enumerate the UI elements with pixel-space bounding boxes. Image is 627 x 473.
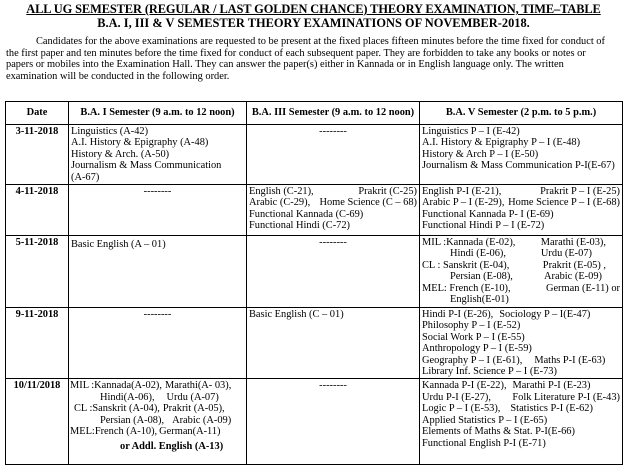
paper: Linguistics (A-42) xyxy=(71,126,149,137)
paper: Social Work P – I (E-55) xyxy=(422,331,525,343)
no-exam-dashes: -------- xyxy=(319,380,347,392)
paper: Functional Hindi (C-72) xyxy=(249,220,351,232)
paper: Arabic (A-09) xyxy=(172,414,232,426)
paper: History & Arch P – I (E-50) xyxy=(422,148,539,160)
sem3-cell xyxy=(247,185,420,236)
table-row xyxy=(6,236,623,308)
paper: Geography P – I (E-61), xyxy=(422,354,523,366)
table-row xyxy=(6,185,623,236)
paper-pair xyxy=(70,403,244,414)
paper: Marathi P-I (E-23) xyxy=(512,380,591,392)
paper: Maths P-I (E-63) xyxy=(534,354,606,366)
paper: CL :Sanskrit (A-04), xyxy=(74,403,160,415)
header-sem3: B.A. III Semester (9 a.m. to 12 noon) xyxy=(247,102,420,125)
paper: English(E-01) xyxy=(450,294,509,306)
date-cell: 3-11-2018 xyxy=(6,125,69,185)
no-exam-dashes: -------- xyxy=(143,186,172,198)
instructions-line-3: papers or mobiles into the Examination Hall. They can answer the paper(s) either in Kannada or in English language only. The written xyxy=(6,59,564,71)
paper-pair xyxy=(422,237,620,248)
paper: Prakrit (C-25) xyxy=(358,186,417,198)
paper: Arabic P – I (E-29), xyxy=(422,197,505,209)
paper: Arabic (E-09) xyxy=(544,271,602,283)
paper: Folk Literature P-I (E-43) xyxy=(512,391,620,403)
paper-pair xyxy=(70,380,244,391)
paper: Basic English (A – 01) xyxy=(71,239,166,251)
paper-pair xyxy=(422,380,620,391)
title-line-1: ALL UG SEMESTER (REGULAR / LAST GOLDEN CHANCE) THEORY EXAMINATION, TIME–TABLE xyxy=(26,2,601,16)
paper: Urdu (E-07) xyxy=(540,248,592,260)
paper: Applied Statistics P – I (E-65) xyxy=(422,414,548,426)
paper: Philosophy P – I (E-52) xyxy=(422,320,521,332)
paper: Prakrit (A-05), xyxy=(162,403,225,415)
table-row xyxy=(6,125,623,185)
sem5-cell xyxy=(420,236,623,308)
paper-pair xyxy=(70,415,244,426)
paper: Basic English (C – 01) xyxy=(249,309,344,321)
paper: Linguistics P – I (E-42) xyxy=(422,126,520,137)
paper-pair xyxy=(422,355,620,366)
header-sem1: B.A. I Semester (9 a.m. to 12 noon) xyxy=(69,102,247,125)
paper-pair xyxy=(422,271,620,282)
instructions-line-2: the first paper and ten minutes before the time fixed for conduct of each subsequent paper. They are forbidden to take any books or notes or xyxy=(6,47,586,59)
paper-pair xyxy=(422,248,620,259)
paper: Marathi (E-03), xyxy=(540,237,606,249)
instructions-paragraph xyxy=(6,36,619,82)
paper: Persian (A-08), xyxy=(100,414,165,426)
paper: Functional Hindi P – I (E-72) xyxy=(422,220,545,232)
paper: English P-I (E-21), xyxy=(422,186,502,198)
paper-pair xyxy=(70,426,244,437)
header-row xyxy=(6,102,623,125)
paper: Hindi P-I (E-26), xyxy=(422,309,494,321)
header-sem5: B.A. V Semester (2 p.m. to 5 p.m.) xyxy=(420,102,623,125)
sem1-cell xyxy=(69,308,247,379)
paper-pair xyxy=(249,186,417,197)
sem3-cell xyxy=(247,236,420,308)
paper: Library Inf. Science P – I (E-73) xyxy=(422,366,557,378)
no-exam-dashes: -------- xyxy=(143,309,172,321)
paper: Hindi(A-06), xyxy=(100,391,155,403)
paper-pair xyxy=(422,283,620,294)
paper: A.I. History & Epigraphy P – I (E-48) xyxy=(422,137,581,149)
paper: Elements of Maths & Stat. P-I(E-66) xyxy=(422,426,575,438)
paper: Home Science (C – 68) xyxy=(319,197,417,209)
paper-pair xyxy=(422,260,620,271)
paper: Functional Kannada (C-69) xyxy=(249,208,364,220)
timetable xyxy=(5,101,623,465)
paper-pair xyxy=(422,392,620,403)
paper: Prakrit (E-05) , xyxy=(542,259,606,271)
table-row xyxy=(6,379,623,465)
paper-pair xyxy=(422,186,620,197)
paper: Hindi (E-06), xyxy=(450,248,506,260)
paper: Anthropology P – I (E-59) xyxy=(422,343,532,355)
sem5-cell xyxy=(420,308,623,379)
date-cell: 9-11-2018 xyxy=(6,308,69,379)
paper: Prakrit P – I (E-25) xyxy=(540,186,620,198)
sem1-cell xyxy=(69,379,247,465)
paper-pair xyxy=(422,403,620,414)
paper: Home Science P – I (E-68) xyxy=(508,197,620,209)
paper: Functional Kannada P- I (E-69) xyxy=(422,208,554,220)
paper: MEL:French (A-10), xyxy=(70,426,158,438)
sem1-cell xyxy=(69,185,247,236)
paper: English (C-21), xyxy=(249,186,314,198)
sem3-cell xyxy=(247,308,420,379)
paper: Persian (E-08), xyxy=(450,271,513,283)
paper-pair xyxy=(249,197,417,208)
paper: A.I. History & Epigraphy (A-48) xyxy=(71,137,209,149)
paper-pair xyxy=(70,392,244,403)
paper: History & Arch. (A-50) xyxy=(71,148,170,160)
paper: MIL :Kannada(A-02), xyxy=(70,380,162,392)
paper: Statistics P-I (E-62) xyxy=(510,403,593,415)
date-cell: 4-11-2018 xyxy=(6,185,69,236)
instructions-line-4: examination will be conducted in the following order. xyxy=(6,70,230,82)
paper: Sociology P – I(E-47) xyxy=(499,309,591,321)
header-date: Date xyxy=(6,102,69,125)
paper-pair xyxy=(422,197,620,208)
paper: Journalism & Mass Communication P-I(E-67) xyxy=(422,160,615,172)
title-line-2: B.A. I, III & V SEMESTER THEORY EXAMINATIONS OF NOVEMBER-2018. xyxy=(97,16,530,30)
sem5-cell xyxy=(420,125,623,185)
paper: MEL: French (E-10), xyxy=(422,282,511,294)
sem3-cell xyxy=(247,379,420,465)
paper: or Addl. English (A-13) xyxy=(120,440,224,452)
sem1-cell xyxy=(69,236,247,308)
sem5-cell xyxy=(420,185,623,236)
paper: Kannada P-I (E-22), xyxy=(422,380,507,392)
paper: Journalism & Mass Communication xyxy=(71,160,222,172)
sem3-cell xyxy=(247,125,420,185)
no-exam-dashes: -------- xyxy=(319,237,347,249)
paper: Marathi(A- 03), xyxy=(164,380,232,392)
paper: Urdu P-I (E-27), xyxy=(422,391,491,403)
paper: (A-67) xyxy=(71,171,100,183)
table-row xyxy=(6,308,623,379)
paper: Arabic (C-29), xyxy=(249,197,311,209)
paper: Logic P – I (E-53), xyxy=(422,403,501,415)
paper-pair xyxy=(422,309,620,320)
paper: German(A-11) xyxy=(159,426,221,438)
date-cell: 5-11-2018 xyxy=(6,236,69,308)
paper: MIL :Kannada (E-02), xyxy=(422,237,516,249)
paper: Functional English P-I (E-71) xyxy=(422,437,546,449)
no-exam-dashes: -------- xyxy=(319,126,347,137)
sem1-cell xyxy=(69,125,247,185)
paper: CL : Sanskrit (E-04), xyxy=(422,259,510,271)
date-cell: 10/11/2018 xyxy=(6,379,69,465)
sem5-cell xyxy=(420,379,623,465)
instructions-line-1: Candidates for the above examinations are requested to be present at the fixed places fifteen minutes before the time fixed for conduct of xyxy=(36,36,605,47)
paper: Urdu (A-07) xyxy=(166,391,219,403)
paper: German (E-11) or xyxy=(545,282,620,294)
